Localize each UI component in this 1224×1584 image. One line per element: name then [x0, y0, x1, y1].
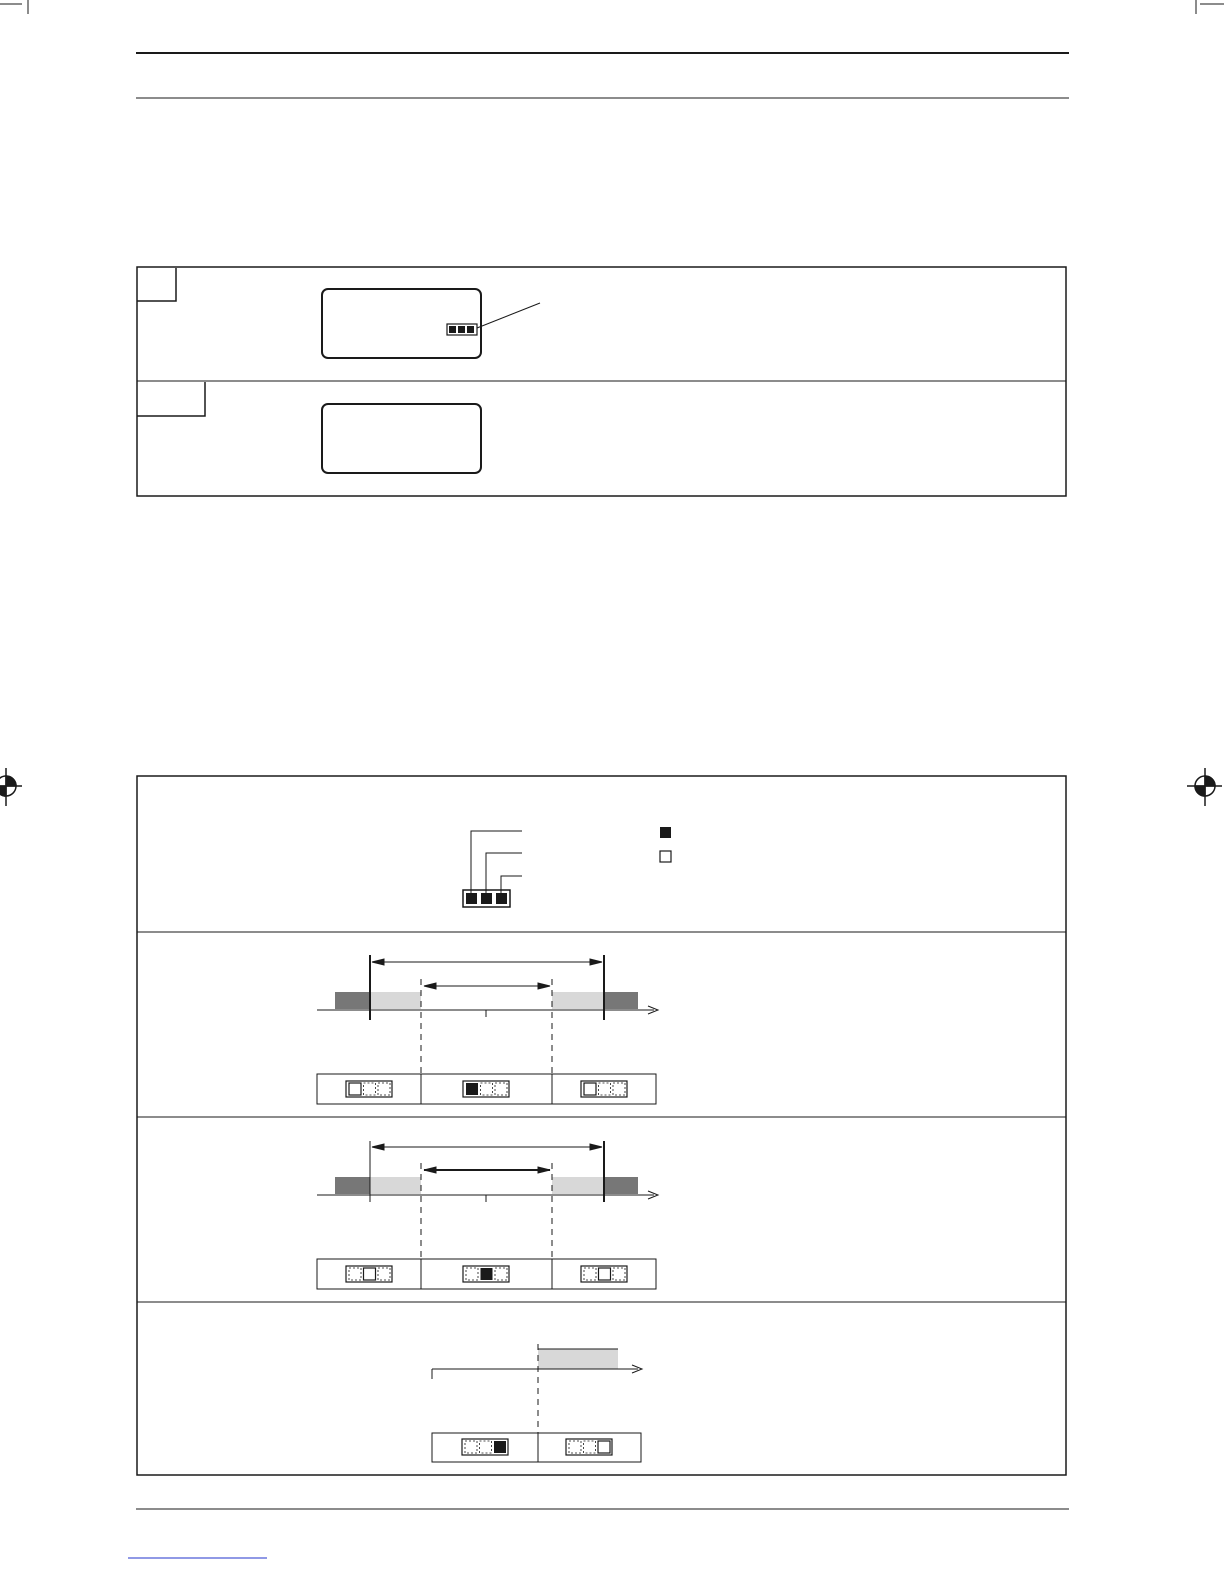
filled-square-icon	[466, 893, 477, 904]
out-of-range-zone	[335, 1177, 370, 1194]
hollow-square-icon	[599, 1268, 611, 1280]
hollow-square-icon	[349, 1083, 361, 1095]
dotted-square-icon	[364, 1083, 376, 1095]
dotted-square-icon	[349, 1268, 361, 1280]
legend-row	[463, 827, 671, 907]
dotted-square-icon	[481, 1083, 493, 1095]
zone-diagram	[317, 1141, 658, 1289]
dimension-arrow	[424, 983, 550, 989]
out-of-range-zone	[604, 1177, 638, 1194]
filled-square-icon	[481, 1268, 493, 1280]
out-of-range-zone	[335, 992, 370, 1009]
display-table	[137, 267, 1066, 496]
tolerance-zone	[370, 1177, 421, 1194]
lcd-display-panel	[322, 404, 481, 473]
filled-square-icon	[467, 326, 474, 333]
dotted-square-icon	[465, 1441, 477, 1453]
row-tab	[137, 268, 176, 301]
tolerance-zone	[552, 992, 604, 1009]
filled-square-icon	[449, 326, 456, 333]
zone-diagram	[317, 955, 658, 1104]
dotted-square-icon	[378, 1083, 390, 1095]
hollow-square-icon	[598, 1441, 610, 1453]
row-tab	[137, 382, 205, 416]
filled-square-icon	[481, 893, 492, 904]
table-row	[137, 382, 481, 473]
dimension-arrow	[372, 959, 602, 965]
registration-target-icon	[0, 768, 22, 806]
hollow-square-icon	[660, 851, 671, 862]
dotted-square-icon	[495, 1268, 507, 1280]
hollow-square-icon	[584, 1083, 596, 1095]
dotted-square-icon	[613, 1083, 625, 1095]
active-zone	[538, 1349, 618, 1369]
filled-square-icon	[466, 1083, 478, 1095]
out-of-range-zone	[604, 992, 638, 1009]
filled-square-icon	[494, 1441, 506, 1453]
dotted-square-icon	[613, 1268, 625, 1280]
dotted-square-icon	[584, 1268, 596, 1280]
dotted-square-icon	[378, 1268, 390, 1280]
callout-leader-line	[477, 303, 540, 328]
dotted-square-icon	[480, 1441, 492, 1453]
filled-square-icon	[660, 827, 671, 838]
hollow-square-icon	[364, 1268, 376, 1280]
indicator-led-group	[447, 324, 477, 335]
threshold-diagram	[432, 1344, 642, 1462]
dotted-square-icon	[495, 1083, 507, 1095]
filled-square-icon	[458, 326, 465, 333]
registration-target-icon	[1187, 768, 1222, 806]
callout-leader-lines	[471, 831, 522, 893]
crop-mark-icon	[0, 0, 1224, 14]
tolerance-zone	[370, 992, 421, 1009]
dotted-square-icon	[599, 1083, 611, 1095]
dotted-square-icon	[584, 1441, 596, 1453]
dimension-arrow	[424, 1167, 550, 1173]
indicator-table	[137, 776, 1066, 1475]
filled-square-icon	[496, 893, 507, 904]
dotted-square-icon	[466, 1268, 478, 1280]
table-row	[137, 268, 540, 358]
dimension-arrow	[372, 1144, 602, 1150]
tolerance-zone	[552, 1177, 604, 1194]
dotted-square-icon	[569, 1441, 581, 1453]
